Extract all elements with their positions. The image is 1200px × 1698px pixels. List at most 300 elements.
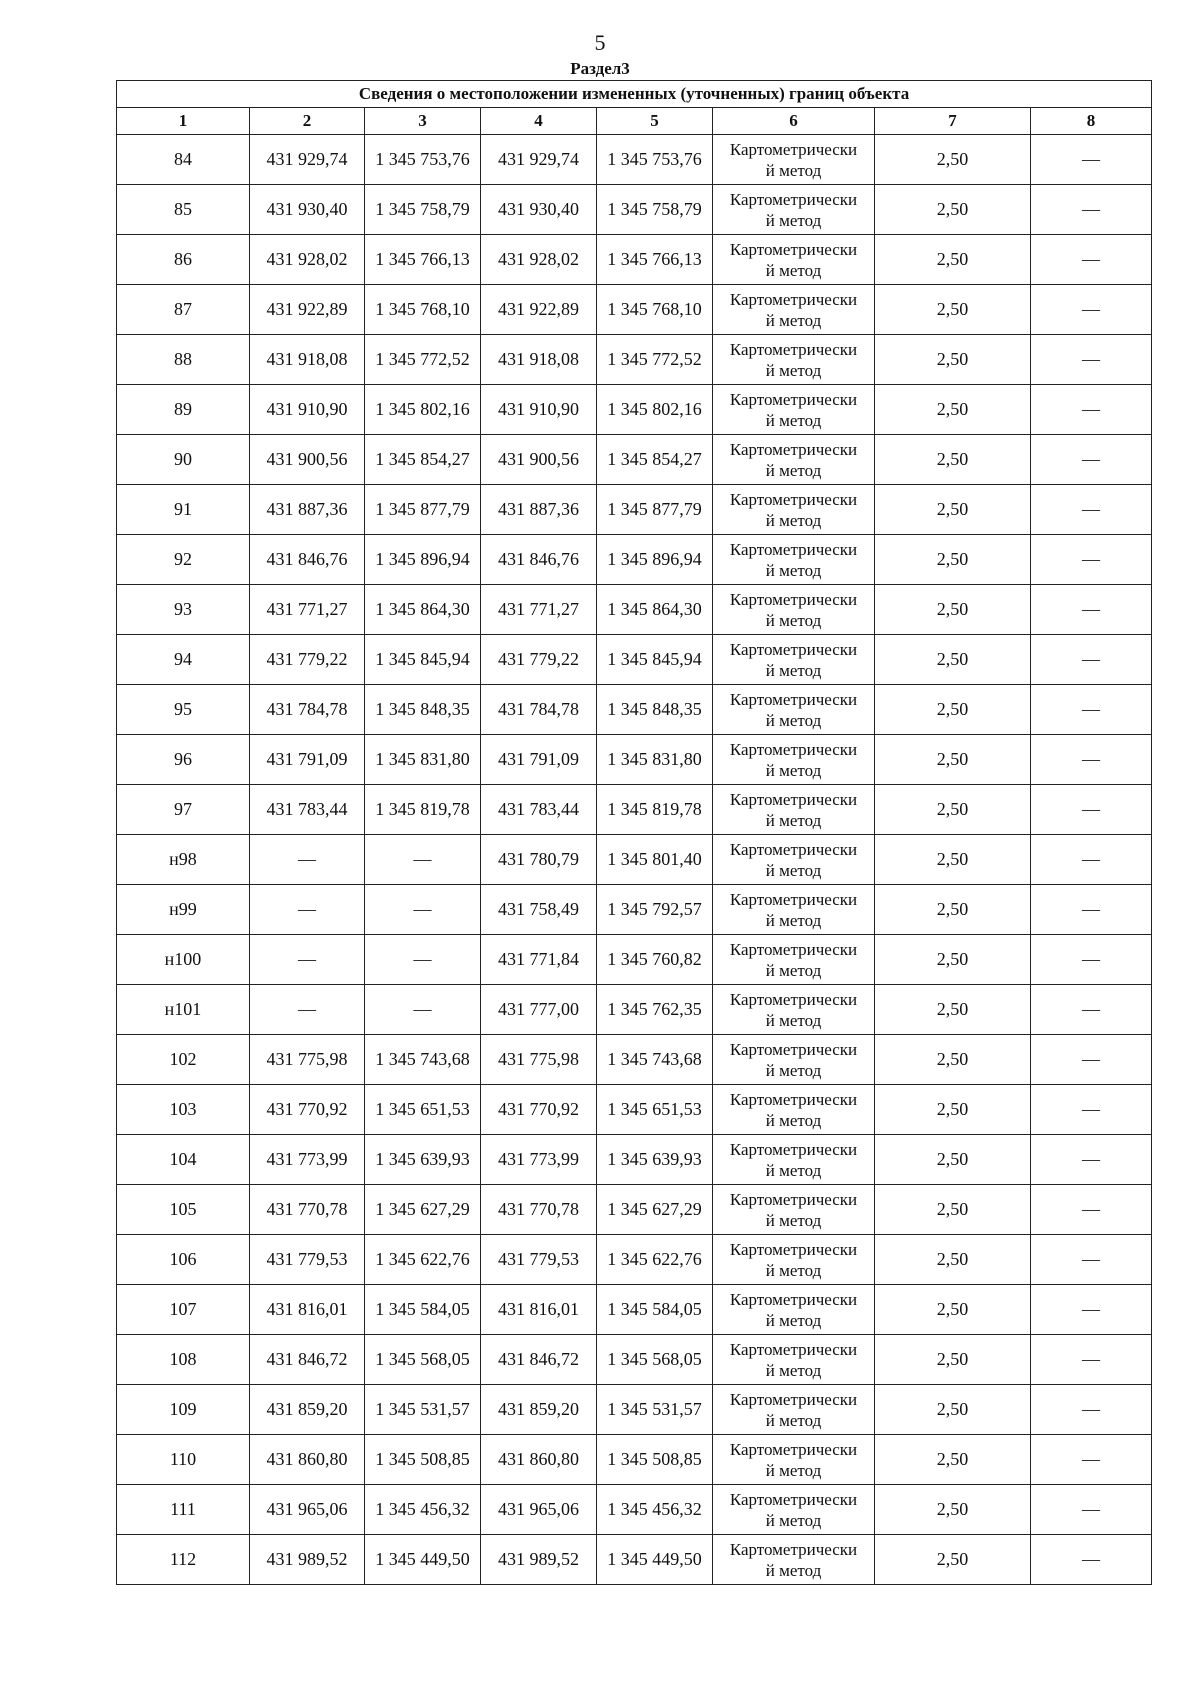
cell-y-new: 1 345 762,35 bbox=[597, 985, 713, 1035]
cell-x-new: 431 922,89 bbox=[481, 285, 597, 335]
column-header: 6 bbox=[713, 108, 875, 135]
table-row bbox=[117, 285, 1152, 335]
cell-point-number: 87 bbox=[117, 285, 250, 335]
method-line-1: Картометрически bbox=[729, 539, 858, 559]
cell-x-old: — bbox=[250, 885, 365, 935]
cell-x-old: 431 784,78 bbox=[250, 685, 365, 735]
method-line-2: й метод bbox=[765, 1510, 822, 1530]
cell-point-number: 109 bbox=[117, 1385, 250, 1435]
cell-accuracy: 2,50 bbox=[875, 1235, 1031, 1285]
cell-note: — bbox=[1031, 1285, 1152, 1335]
cell-y-new: 1 345 802,16 bbox=[597, 385, 713, 435]
method-line-1: Картометрически bbox=[729, 989, 858, 1009]
table-row bbox=[117, 1185, 1152, 1235]
cell-note: — bbox=[1031, 585, 1152, 635]
cell-y-old: 1 345 758,79 bbox=[365, 185, 481, 235]
method-line-2: й метод bbox=[765, 960, 822, 980]
cell-method bbox=[713, 635, 875, 685]
cell-note: — bbox=[1031, 485, 1152, 535]
method-line-2: й метод bbox=[765, 410, 822, 430]
cell-x-old: 431 770,92 bbox=[250, 1085, 365, 1135]
cell-x-new: 431 779,22 bbox=[481, 635, 597, 685]
cell-y-old: 1 345 584,05 bbox=[365, 1285, 481, 1335]
cell-y-new: 1 345 449,50 bbox=[597, 1535, 713, 1585]
cell-method bbox=[713, 485, 875, 535]
table-row bbox=[117, 1235, 1152, 1285]
method-line-2: й метод bbox=[765, 1410, 822, 1430]
cell-x-new: 431 784,78 bbox=[481, 685, 597, 735]
cell-point-number: 108 bbox=[117, 1335, 250, 1385]
cell-y-new: 1 345 845,94 bbox=[597, 635, 713, 685]
method-line-1: Картометрически bbox=[729, 889, 858, 909]
cell-x-old: 431 791,09 bbox=[250, 735, 365, 785]
cell-method bbox=[713, 285, 875, 335]
cell-note: — bbox=[1031, 935, 1152, 985]
cell-note: — bbox=[1031, 685, 1152, 735]
cell-point-number: 94 bbox=[117, 635, 250, 685]
table-row bbox=[117, 1285, 1152, 1335]
cell-y-old: 1 345 768,10 bbox=[365, 285, 481, 335]
cell-x-old: 431 928,02 bbox=[250, 235, 365, 285]
cell-accuracy: 2,50 bbox=[875, 485, 1031, 535]
cell-y-old: 1 345 877,79 bbox=[365, 485, 481, 535]
cell-y-new: 1 345 584,05 bbox=[597, 1285, 713, 1335]
cell-y-old: 1 345 896,94 bbox=[365, 535, 481, 585]
cell-note: — bbox=[1031, 1535, 1152, 1585]
table-row bbox=[117, 385, 1152, 435]
cell-point-number: 92 bbox=[117, 535, 250, 585]
cell-y-new: 1 345 864,30 bbox=[597, 585, 713, 635]
cell-method bbox=[713, 535, 875, 585]
method-line-2: й метод bbox=[765, 860, 822, 880]
cell-accuracy: 2,50 bbox=[875, 1135, 1031, 1185]
method-line-2: й метод bbox=[765, 1210, 822, 1230]
cell-x-old: 431 859,20 bbox=[250, 1385, 365, 1435]
cell-method bbox=[713, 135, 875, 185]
cell-method bbox=[713, 1385, 875, 1435]
cell-x-new: 431 929,74 bbox=[481, 135, 597, 185]
cell-method bbox=[713, 435, 875, 485]
table-row bbox=[117, 835, 1152, 885]
cell-y-new: 1 345 801,40 bbox=[597, 835, 713, 885]
cell-y-new: 1 345 639,93 bbox=[597, 1135, 713, 1185]
cell-accuracy: 2,50 bbox=[875, 1435, 1031, 1485]
cell-y-old: 1 345 864,30 bbox=[365, 585, 481, 635]
cell-note: — bbox=[1031, 1185, 1152, 1235]
column-header: 4 bbox=[481, 108, 597, 135]
method-line-2: й метод bbox=[765, 1160, 822, 1180]
table-row bbox=[117, 885, 1152, 935]
cell-method bbox=[713, 785, 875, 835]
cell-accuracy: 2,50 bbox=[875, 1085, 1031, 1135]
table-row bbox=[117, 1085, 1152, 1135]
method-line-1: Картометрически bbox=[729, 489, 858, 509]
cell-y-new: 1 345 758,79 bbox=[597, 185, 713, 235]
method-line-1: Картометрически bbox=[729, 439, 858, 459]
cell-x-new: 431 783,44 bbox=[481, 785, 597, 835]
cell-x-new: 431 918,08 bbox=[481, 335, 597, 385]
cell-x-old: 431 779,22 bbox=[250, 635, 365, 685]
cell-point-number: 84 bbox=[117, 135, 250, 185]
method-line-1: Картометрически bbox=[729, 1439, 858, 1459]
cell-x-new: 431 860,80 bbox=[481, 1435, 597, 1485]
cell-point-number: 93 bbox=[117, 585, 250, 635]
method-line-2: й метод bbox=[765, 210, 822, 230]
cell-x-old: 431 922,89 bbox=[250, 285, 365, 335]
cell-y-old: 1 345 743,68 bbox=[365, 1035, 481, 1085]
cell-x-old: 431 816,01 bbox=[250, 1285, 365, 1335]
method-line-2: й метод bbox=[765, 160, 822, 180]
cell-x-new: 431 930,40 bbox=[481, 185, 597, 235]
cell-x-new: 431 775,98 bbox=[481, 1035, 597, 1085]
cell-x-new: 431 780,79 bbox=[481, 835, 597, 885]
method-line-1: Картометрически bbox=[729, 239, 858, 259]
method-line-1: Картометрически bbox=[729, 1089, 858, 1109]
cell-x-new: 431 758,49 bbox=[481, 885, 597, 935]
cell-point-number: 107 bbox=[117, 1285, 250, 1335]
cell-y-old: — bbox=[365, 885, 481, 935]
cell-point-number: 110 bbox=[117, 1435, 250, 1485]
cell-note: — bbox=[1031, 735, 1152, 785]
cell-point-number: 105 bbox=[117, 1185, 250, 1235]
cell-accuracy: 2,50 bbox=[875, 835, 1031, 885]
cell-note: — bbox=[1031, 435, 1152, 485]
method-line-2: й метод bbox=[765, 810, 822, 830]
cell-y-old: 1 345 831,80 bbox=[365, 735, 481, 785]
table-row bbox=[117, 585, 1152, 635]
cell-method bbox=[713, 1535, 875, 1585]
method-line-1: Картометрически bbox=[729, 1189, 858, 1209]
cell-point-number: 106 bbox=[117, 1235, 250, 1285]
table-row bbox=[117, 935, 1152, 985]
cell-point-number: 95 bbox=[117, 685, 250, 735]
method-line-2: й метод bbox=[765, 610, 822, 630]
cell-x-new: 431 887,36 bbox=[481, 485, 597, 535]
method-line-1: Картометрически bbox=[729, 1239, 858, 1259]
cell-point-number: 88 bbox=[117, 335, 250, 385]
cell-note: — bbox=[1031, 135, 1152, 185]
column-header-row bbox=[117, 108, 1152, 135]
cell-accuracy: 2,50 bbox=[875, 685, 1031, 735]
cell-accuracy: 2,50 bbox=[875, 735, 1031, 785]
cell-method bbox=[713, 1035, 875, 1085]
cell-y-old: 1 345 802,16 bbox=[365, 385, 481, 435]
cell-point-number: 104 bbox=[117, 1135, 250, 1185]
method-line-1: Картометрически bbox=[729, 389, 858, 409]
cell-y-old: 1 345 766,13 bbox=[365, 235, 481, 285]
cell-method bbox=[713, 1085, 875, 1135]
cell-y-new: 1 345 831,80 bbox=[597, 735, 713, 785]
cell-point-number: 103 bbox=[117, 1085, 250, 1135]
cell-note: — bbox=[1031, 1235, 1152, 1285]
cell-y-old: 1 345 639,93 bbox=[365, 1135, 481, 1185]
table-row bbox=[117, 1485, 1152, 1535]
cell-y-new: 1 345 792,57 bbox=[597, 885, 713, 935]
cell-accuracy: 2,50 bbox=[875, 1285, 1031, 1335]
cell-point-number: н100 bbox=[117, 935, 250, 985]
cell-x-new: 431 816,01 bbox=[481, 1285, 597, 1335]
table-row bbox=[117, 1385, 1152, 1435]
cell-x-new: 431 846,76 bbox=[481, 535, 597, 585]
cell-y-old: 1 345 449,50 bbox=[365, 1535, 481, 1585]
cell-x-new: 431 989,52 bbox=[481, 1535, 597, 1585]
cell-x-old: 431 965,06 bbox=[250, 1485, 365, 1535]
cell-method bbox=[713, 585, 875, 635]
method-line-1: Картометрически bbox=[729, 939, 858, 959]
page-number: 5 bbox=[594, 30, 606, 55]
cell-point-number: 112 bbox=[117, 1535, 250, 1585]
method-line-1: Картометрически bbox=[729, 839, 858, 859]
cell-method bbox=[713, 385, 875, 435]
cell-method bbox=[713, 735, 875, 785]
cell-x-old: 431 887,36 bbox=[250, 485, 365, 535]
cell-y-new: 1 345 743,68 bbox=[597, 1035, 713, 1085]
table-row bbox=[117, 685, 1152, 735]
cell-x-new: 431 900,56 bbox=[481, 435, 597, 485]
cell-method bbox=[713, 835, 875, 885]
table-row bbox=[117, 235, 1152, 285]
table-row bbox=[117, 1535, 1152, 1585]
cell-accuracy: 2,50 bbox=[875, 985, 1031, 1035]
column-header: 8 bbox=[1031, 108, 1152, 135]
cell-x-new: 431 928,02 bbox=[481, 235, 597, 285]
cell-y-old: 1 345 651,53 bbox=[365, 1085, 481, 1135]
method-line-2: й метод bbox=[765, 710, 822, 730]
cell-method bbox=[713, 985, 875, 1035]
cell-y-old: — bbox=[365, 985, 481, 1035]
cell-y-new: 1 345 531,57 bbox=[597, 1385, 713, 1435]
cell-method bbox=[713, 235, 875, 285]
cell-point-number: 85 bbox=[117, 185, 250, 235]
cell-x-new: 431 910,90 bbox=[481, 385, 597, 435]
cell-accuracy: 2,50 bbox=[875, 135, 1031, 185]
table-row bbox=[117, 435, 1152, 485]
table-row bbox=[117, 535, 1152, 585]
cell-accuracy: 2,50 bbox=[875, 335, 1031, 385]
cell-method bbox=[713, 1135, 875, 1185]
cell-accuracy: 2,50 bbox=[875, 285, 1031, 335]
cell-x-old: 431 846,76 bbox=[250, 535, 365, 585]
cell-x-old: 431 771,27 bbox=[250, 585, 365, 635]
cell-accuracy: 2,50 bbox=[875, 435, 1031, 485]
cell-x-old: — bbox=[250, 935, 365, 985]
cell-y-old: 1 345 627,29 bbox=[365, 1185, 481, 1235]
cell-method bbox=[713, 185, 875, 235]
method-line-1: Картометрически bbox=[729, 1389, 858, 1409]
cell-note: — bbox=[1031, 535, 1152, 585]
cell-y-new: 1 345 651,53 bbox=[597, 1085, 713, 1135]
cell-x-old: 431 783,44 bbox=[250, 785, 365, 835]
cell-accuracy: 2,50 bbox=[875, 1185, 1031, 1235]
cell-y-new: 1 345 819,78 bbox=[597, 785, 713, 835]
cell-accuracy: 2,50 bbox=[875, 1485, 1031, 1535]
column-header: 3 bbox=[365, 108, 481, 135]
method-line-2: й метод bbox=[765, 660, 822, 680]
method-line-2: й метод bbox=[765, 510, 822, 530]
cell-note: — bbox=[1031, 235, 1152, 285]
table-row bbox=[117, 1335, 1152, 1385]
method-line-2: й метод bbox=[765, 260, 822, 280]
cell-accuracy: 2,50 bbox=[875, 1035, 1031, 1085]
cell-x-old: 431 770,78 bbox=[250, 1185, 365, 1235]
cell-x-old: 431 900,56 bbox=[250, 435, 365, 485]
cell-y-new: 1 345 627,29 bbox=[597, 1185, 713, 1235]
cell-note: — bbox=[1031, 185, 1152, 235]
method-line-1: Картометрически bbox=[729, 1539, 858, 1559]
cell-y-old: 1 345 508,85 bbox=[365, 1435, 481, 1485]
cell-y-old: 1 345 772,52 bbox=[365, 335, 481, 385]
cell-note: — bbox=[1031, 635, 1152, 685]
cell-x-new: 431 773,99 bbox=[481, 1135, 597, 1185]
cell-point-number: 96 bbox=[117, 735, 250, 785]
cell-accuracy: 2,50 bbox=[875, 585, 1031, 635]
cell-x-new: 431 777,00 bbox=[481, 985, 597, 1035]
cell-x-new: 431 965,06 bbox=[481, 1485, 597, 1535]
cell-x-old: 431 930,40 bbox=[250, 185, 365, 235]
cell-x-old: — bbox=[250, 835, 365, 885]
column-header: 1 bbox=[117, 108, 250, 135]
cell-y-new: 1 345 848,35 bbox=[597, 685, 713, 735]
cell-y-new: 1 345 766,13 bbox=[597, 235, 713, 285]
cell-accuracy: 2,50 bbox=[875, 1335, 1031, 1385]
method-line-1: Картометрически bbox=[729, 189, 858, 209]
cell-method bbox=[713, 1335, 875, 1385]
cell-method bbox=[713, 885, 875, 935]
cell-x-old: 431 918,08 bbox=[250, 335, 365, 385]
method-line-1: Картометрически bbox=[729, 289, 858, 309]
cell-x-old: 431 779,53 bbox=[250, 1235, 365, 1285]
cell-y-new: 1 345 622,76 bbox=[597, 1235, 713, 1285]
table-caption: Сведения о местоположении измененных (уточненных) границ объекта bbox=[117, 81, 1152, 108]
method-line-1: Картометрически bbox=[729, 789, 858, 809]
cell-x-new: 431 770,92 bbox=[481, 1085, 597, 1135]
cell-method bbox=[713, 1235, 875, 1285]
table-row bbox=[117, 635, 1152, 685]
cell-note: — bbox=[1031, 885, 1152, 935]
cell-point-number: 97 bbox=[117, 785, 250, 835]
cell-accuracy: 2,50 bbox=[875, 235, 1031, 285]
table-row bbox=[117, 1135, 1152, 1185]
cell-method bbox=[713, 335, 875, 385]
cell-point-number: 90 bbox=[117, 435, 250, 485]
method-line-1: Картометрически bbox=[729, 1139, 858, 1159]
column-header: 5 bbox=[597, 108, 713, 135]
cell-method bbox=[713, 1485, 875, 1535]
cell-point-number: 89 bbox=[117, 385, 250, 435]
table-row bbox=[117, 1035, 1152, 1085]
cell-x-new: 431 791,09 bbox=[481, 735, 597, 785]
cell-y-new: 1 345 508,85 bbox=[597, 1435, 713, 1485]
cell-y-old: 1 345 845,94 bbox=[365, 635, 481, 685]
method-line-1: Картометрически bbox=[729, 339, 858, 359]
cell-note: — bbox=[1031, 1335, 1152, 1385]
table-row bbox=[117, 1435, 1152, 1485]
cell-accuracy: 2,50 bbox=[875, 885, 1031, 935]
cell-accuracy: 2,50 bbox=[875, 1385, 1031, 1435]
cell-accuracy: 2,50 bbox=[875, 935, 1031, 985]
cell-point-number: н99 bbox=[117, 885, 250, 935]
method-line-2: й метод bbox=[765, 760, 822, 780]
table-row bbox=[117, 735, 1152, 785]
cell-point-number: н98 bbox=[117, 835, 250, 885]
cell-method bbox=[713, 1185, 875, 1235]
cell-accuracy: 2,50 bbox=[875, 535, 1031, 585]
cell-point-number: 102 bbox=[117, 1035, 250, 1085]
cell-y-new: 1 345 854,27 bbox=[597, 435, 713, 485]
method-line-2: й метод bbox=[765, 1560, 822, 1580]
method-line-2: й метод bbox=[765, 310, 822, 330]
method-line-1: Картометрически bbox=[729, 589, 858, 609]
cell-y-old: 1 345 531,57 bbox=[365, 1385, 481, 1435]
cell-method bbox=[713, 685, 875, 735]
column-header: 2 bbox=[250, 108, 365, 135]
cell-x-new: 431 846,72 bbox=[481, 1335, 597, 1385]
method-line-1: Картометрически bbox=[729, 689, 858, 709]
cell-point-number: н101 bbox=[117, 985, 250, 1035]
cell-accuracy: 2,50 bbox=[875, 385, 1031, 435]
method-line-2: й метод bbox=[765, 1060, 822, 1080]
cell-note: — bbox=[1031, 1085, 1152, 1135]
table-row bbox=[117, 135, 1152, 185]
cell-y-old: 1 345 854,27 bbox=[365, 435, 481, 485]
cell-method bbox=[713, 935, 875, 985]
method-line-1: Картометрически bbox=[729, 739, 858, 759]
cell-x-new: 431 859,20 bbox=[481, 1385, 597, 1435]
cell-y-old: — bbox=[365, 835, 481, 885]
cell-x-old: 431 910,90 bbox=[250, 385, 365, 435]
cell-y-new: 1 345 568,05 bbox=[597, 1335, 713, 1385]
cell-y-new: 1 345 456,32 bbox=[597, 1485, 713, 1535]
cell-x-new: 431 771,84 bbox=[481, 935, 597, 985]
cell-y-new: 1 345 753,76 bbox=[597, 135, 713, 185]
table-row bbox=[117, 185, 1152, 235]
cell-x-old: 431 846,72 bbox=[250, 1335, 365, 1385]
cell-x-new: 431 770,78 bbox=[481, 1185, 597, 1235]
coordinates-table bbox=[116, 80, 1152, 1585]
cell-note: — bbox=[1031, 335, 1152, 385]
cell-point-number: 91 bbox=[117, 485, 250, 535]
cell-note: — bbox=[1031, 985, 1152, 1035]
cell-y-old: 1 345 819,78 bbox=[365, 785, 481, 835]
cell-x-old: 431 929,74 bbox=[250, 135, 365, 185]
method-line-2: й метод bbox=[765, 560, 822, 580]
method-line-1: Картометрически bbox=[729, 1339, 858, 1359]
cell-accuracy: 2,50 bbox=[875, 635, 1031, 685]
cell-note: — bbox=[1031, 1435, 1152, 1485]
cell-note: — bbox=[1031, 385, 1152, 435]
cell-note: — bbox=[1031, 1135, 1152, 1185]
method-line-2: й метод bbox=[765, 360, 822, 380]
cell-note: — bbox=[1031, 1035, 1152, 1085]
method-line-2: й метод bbox=[765, 1110, 822, 1130]
method-line-2: й метод bbox=[765, 1260, 822, 1280]
cell-x-old: 431 989,52 bbox=[250, 1535, 365, 1585]
method-line-2: й метод bbox=[765, 1460, 822, 1480]
cell-y-old: 1 345 622,76 bbox=[365, 1235, 481, 1285]
cell-point-number: 86 bbox=[117, 235, 250, 285]
cell-x-old: — bbox=[250, 985, 365, 1035]
table-row bbox=[117, 785, 1152, 835]
cell-y-new: 1 345 768,10 bbox=[597, 285, 713, 335]
cell-point-number: 111 bbox=[117, 1485, 250, 1535]
cell-method bbox=[713, 1435, 875, 1485]
section-title: Раздел3 bbox=[570, 59, 630, 78]
cell-x-old: 431 773,99 bbox=[250, 1135, 365, 1185]
cell-y-old: 1 345 848,35 bbox=[365, 685, 481, 735]
cell-accuracy: 2,50 bbox=[875, 1535, 1031, 1585]
column-header: 7 bbox=[875, 108, 1031, 135]
method-line-1: Картометрически bbox=[729, 1039, 858, 1059]
